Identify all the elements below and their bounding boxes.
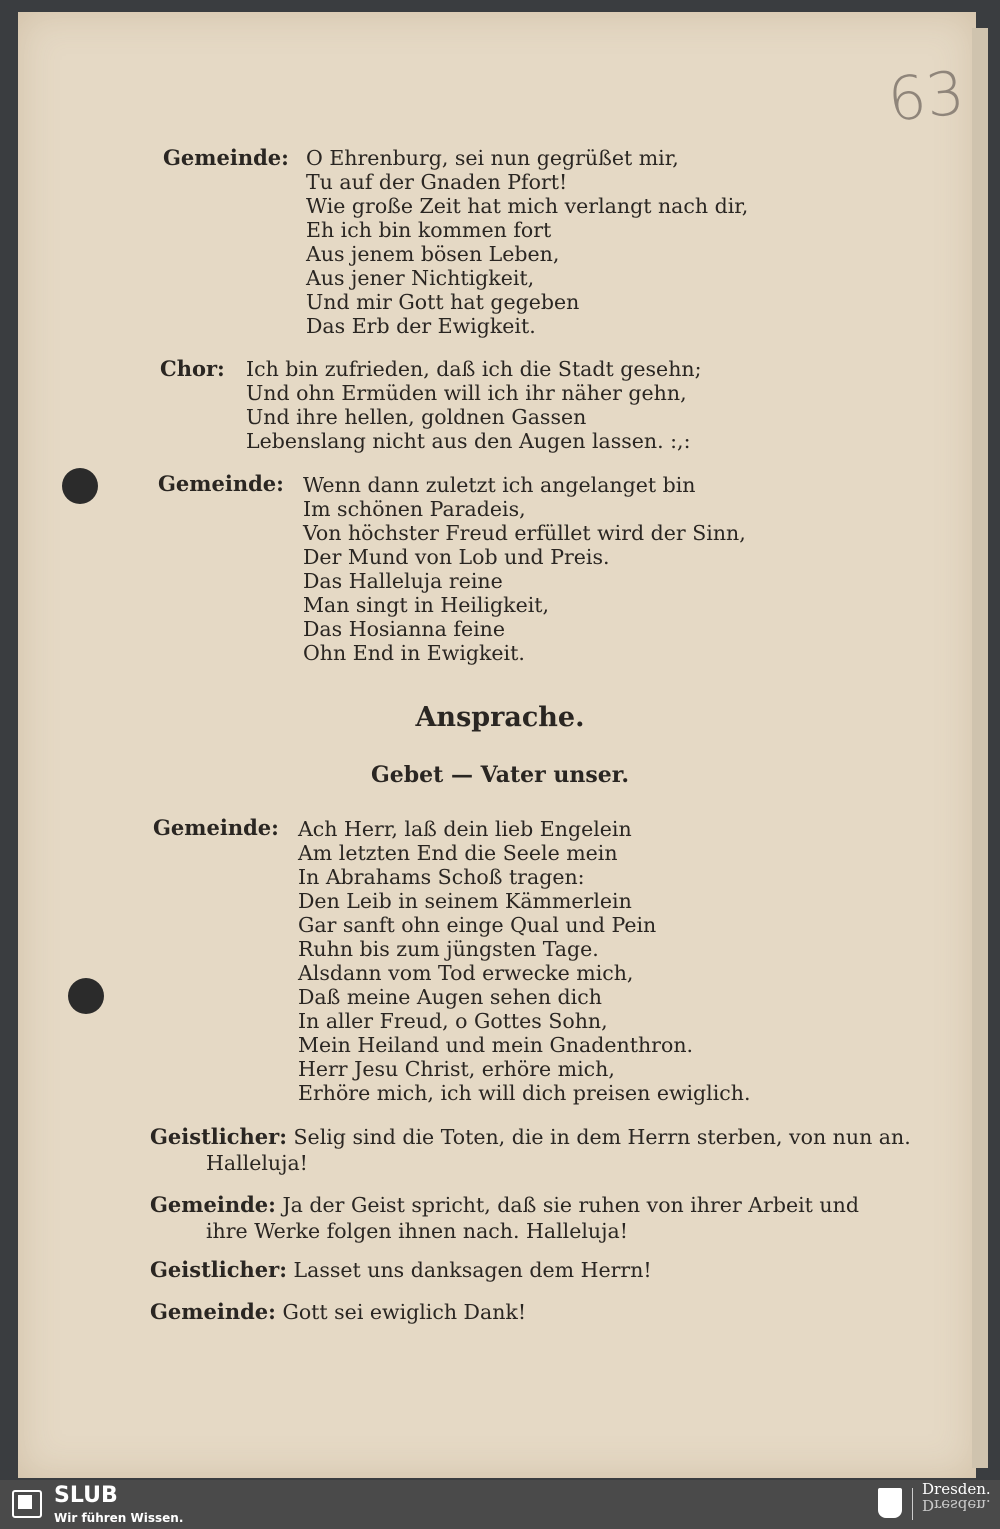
stanza-lines	[306, 146, 748, 338]
stanza-lines	[246, 357, 702, 453]
speaker-label: Chor:	[160, 356, 225, 381]
speaker-label: Gemeinde:	[150, 1192, 276, 1217]
response-continuation: ihre Werke folgen ihnen nach. Halleluja!	[206, 1219, 628, 1243]
verse-line: Den Leib in seinem Kämmerlein	[298, 889, 632, 913]
verse-line: Ach Herr, laß dein lieb Engelein	[298, 817, 632, 841]
verse-line: Ich bin zufrieden, daß ich die Stadt gesehn;	[246, 357, 702, 381]
response-text: Gott sei ewiglich Dank!	[282, 1300, 527, 1324]
page-number: 63	[884, 58, 968, 136]
verse-line: Wenn dann zuletzt ich angelanget bin	[303, 473, 696, 497]
footer-city-logo[interactable]	[922, 1482, 991, 1512]
verse-line: Im schönen Paradeis,	[303, 497, 526, 521]
footer-tagline: Wir führen Wissen.	[54, 1511, 184, 1525]
speaker-label: Gemeinde:	[153, 815, 279, 840]
paper-edge	[972, 28, 988, 1468]
verse-line: Ruhn bis zum jüngsten Tage.	[298, 937, 599, 961]
verse-line: Ohn End in Ewigkeit.	[303, 641, 525, 665]
response-text: Lasset uns danksagen dem Herrn!	[293, 1258, 652, 1282]
response-continuation: Halleluja!	[206, 1151, 308, 1175]
verse-line: Man singt in Heiligkeit,	[303, 593, 550, 617]
verse-line: Der Mund von Lob und Preis.	[303, 545, 610, 569]
verse-line: Gar sanft ohn einge Qual und Pein	[298, 913, 657, 937]
speaker-label: Gemeinde:	[150, 1299, 276, 1324]
footer-brand[interactable]: SLUB	[54, 1483, 118, 1508]
verse-line: Das Hosianna feine	[303, 617, 505, 641]
dresden-crest-icon	[878, 1488, 902, 1518]
verse-line: In Abrahams Schoß tragen:	[298, 865, 585, 889]
verse-line: Aus jenem bösen Leben,	[306, 242, 560, 266]
verse-line: Alsdann vom Tod erwecke mich,	[298, 961, 634, 985]
response-2	[150, 1192, 859, 1244]
verse-line: Und ihre hellen, goldnen Gassen	[246, 405, 587, 429]
verse-line: Herr Jesu Christ, erhöre mich,	[298, 1057, 615, 1081]
stanza-lines	[303, 473, 746, 665]
verse-line: Erhöre mich, ich will dich preisen ewiglich.	[298, 1081, 751, 1105]
footer-bar	[0, 1480, 1000, 1529]
verse-line: Und ohn Ermüden will ich ihr näher gehn,	[246, 381, 687, 405]
verse-line: Eh ich bin kommen fort	[306, 218, 552, 242]
speaker-label: Geistlicher:	[150, 1257, 287, 1282]
speaker-label: Geistlicher:	[150, 1124, 287, 1149]
slub-logo-icon[interactable]	[12, 1490, 42, 1518]
punch-hole-bottom	[68, 978, 104, 1014]
footer-city-reflection: Dresden.	[922, 1496, 991, 1514]
verse-line: Und mir Gott hat gegeben	[306, 290, 580, 314]
verse-line: Von höchster Freud erfüllet wird der Sinn,	[303, 521, 746, 545]
verse-line: Das Halleluja reine	[303, 569, 503, 593]
verse-line: Wie große Zeit hat mich verlangt nach dir,	[306, 194, 749, 218]
footer-divider	[912, 1488, 913, 1520]
verse-line: Am letzten End die Seele mein	[298, 841, 618, 865]
verse-line: Das Erb der Ewigkeit.	[306, 314, 536, 338]
verse-line: Tu auf der Gnaden Pfort!	[306, 170, 568, 194]
response-text: Ja der Geist spricht, daß sie ruhen von ihrer Arbeit und	[282, 1193, 859, 1217]
speaker-label: Gemeinde:	[163, 145, 289, 170]
response-4	[150, 1299, 526, 1325]
verse-line: Mein Heiland und mein Gnadenthron.	[298, 1033, 694, 1057]
stanza-lines	[298, 817, 751, 1105]
heading-gebet: Gebet — Vater unser.	[371, 762, 629, 788]
punch-hole-top	[62, 468, 98, 504]
response-3	[150, 1257, 652, 1283]
verse-line: In aller Freud, o Gottes Sohn,	[298, 1009, 608, 1033]
response-1	[150, 1124, 911, 1176]
verse-line: Daß meine Augen sehen dich	[298, 985, 602, 1009]
footer-city: Dresden.	[922, 1480, 991, 1498]
heading-ansprache: Ansprache.	[415, 702, 585, 733]
response-text: Selig sind die Toten, die in dem Herrn sterben, von nun an.	[293, 1125, 911, 1149]
verse-line: O Ehrenburg, sei nun gegrüßet mir,	[306, 146, 679, 170]
verse-line: Lebenslang nicht aus den Augen lassen. :,:	[246, 429, 691, 453]
speaker-label: Gemeinde:	[158, 471, 284, 496]
verse-line: Aus jener Nichtigkeit,	[306, 266, 535, 290]
